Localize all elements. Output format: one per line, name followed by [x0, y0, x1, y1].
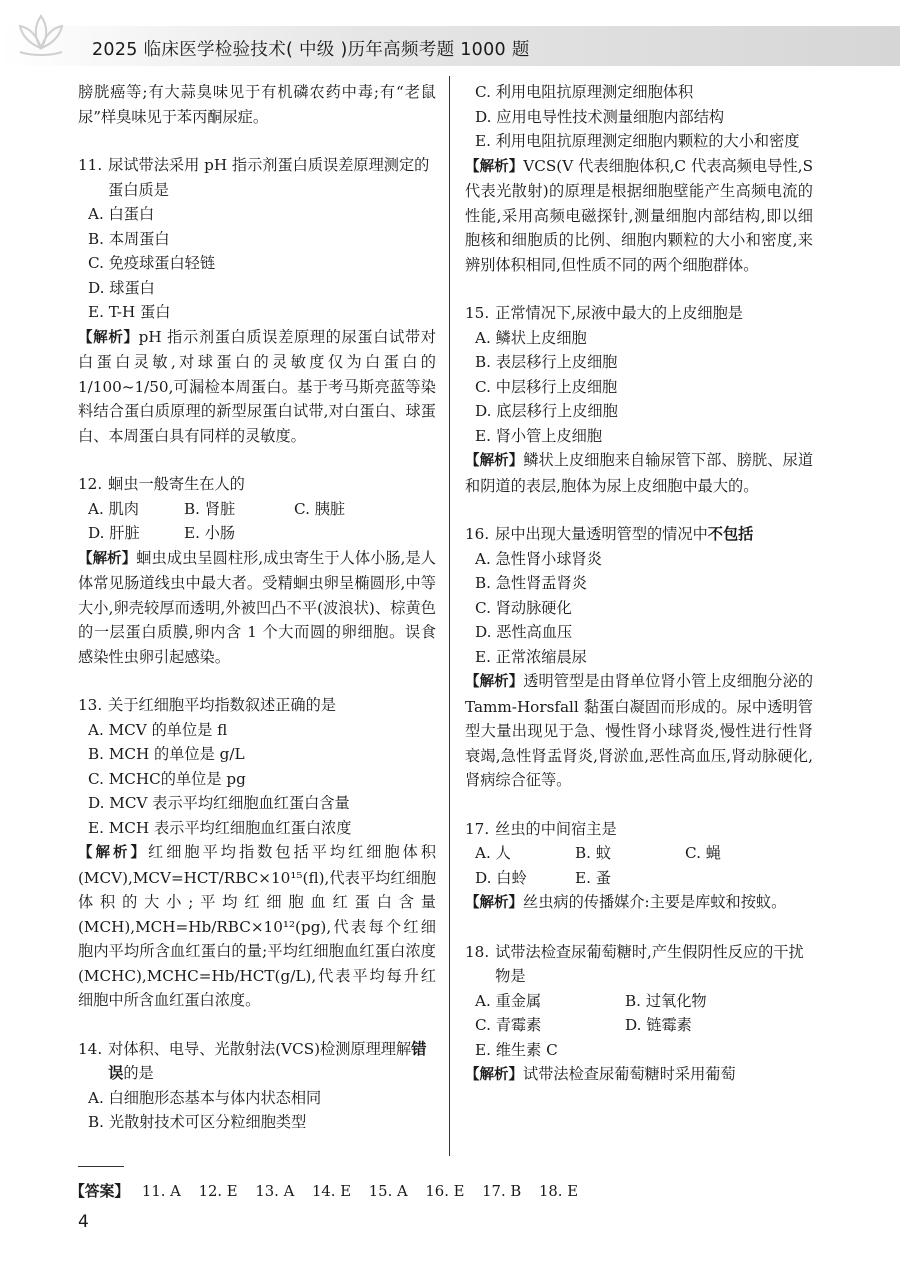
question-stem	[108, 1037, 436, 1086]
question-18	[465, 940, 813, 1088]
explanation-label: 【解析】	[465, 895, 523, 911]
explanation	[78, 840, 436, 1013]
question-stem: 关于红细胞平均指数叙述正确的是	[108, 696, 336, 714]
column-divider	[449, 76, 450, 1156]
option-a: A. MCV 的单位是 fl	[88, 720, 228, 739]
explanation-label: 【解析】	[465, 674, 524, 690]
question-14	[78, 1037, 436, 1135]
question-14-continued	[465, 80, 813, 277]
option-d: D. 链霉素	[625, 1016, 692, 1034]
explanation	[465, 890, 813, 916]
question-11	[78, 153, 436, 448]
explanation-label: 【解析】	[78, 845, 148, 861]
explanation-label: 【解析】	[465, 453, 524, 469]
stem-part: 尿中出现大量透明管型的情况中	[495, 525, 708, 543]
explanation-label: 【解析】	[78, 329, 139, 346]
explanation-text: VCS(V 代表细胞体积,C 代表高频电导性,S 代表光散射)的原理是根据细胞壁能产生高频电流的性能,采用高频电磁探针,测量细胞内部结构,即以细胞核和细胞质的比例、细胞内颗粒的大小和密度,来辨别体积相同,但性质不同的两个细胞群体。	[465, 156, 813, 274]
explanation	[78, 325, 436, 449]
option-d: D. 应用电导性技术测量细胞内部结构	[475, 107, 725, 126]
answer-item: 16. E	[425, 1183, 465, 1200]
option-c: C. 利用电阻抗原理测定细胞体积	[475, 83, 694, 101]
answer-item: 13. A	[255, 1183, 295, 1200]
option-d: D. 白蛉	[475, 868, 527, 887]
option-c: C. 肾动脉硬化	[475, 598, 572, 617]
question-number: 15.	[465, 304, 490, 322]
explanation-text: 鳞状上皮细胞来自输尿管下部、膀胱、尿道和阴道的表层,胞体为尿上皮细胞中最大的。	[465, 451, 814, 495]
option-a: A. 白细胞形态基本与体内状态相同	[88, 1088, 322, 1107]
continued-explanation: 膀胱癌等;有大蒜臭味见于有机磷农药中毒;有“老鼠尿”样臭味见于苯丙酮尿症。	[78, 83, 436, 126]
question-13	[78, 693, 436, 1013]
option-b: B. 表层移行上皮细胞	[475, 353, 618, 371]
explanation-label: 【解析】	[78, 550, 137, 567]
answer-item: 18. E	[538, 1183, 579, 1200]
option-d: D. MCV 表示平均红细胞血红蛋白含量	[88, 794, 350, 812]
question-number: 18.	[465, 942, 490, 961]
option-c: C. 青霉素	[475, 1016, 542, 1034]
lotus-logo-icon	[10, 8, 72, 62]
option-d: D. 肝脏	[88, 524, 140, 542]
option-e: E. 利用电阻抗原理测定细胞内颗粒的大小和密度	[475, 132, 800, 150]
question-stem: 正常情况下,尿液中最大的上皮细胞是	[495, 304, 743, 322]
question-stem: 丝虫的中间宿主是	[495, 819, 617, 838]
explanation-text: 红细胞平均指数包括平均红细胞体积(MCV),MCV=HCT/RBC×10¹⁵(fl),代表平均红细胞体积的大小;平均红细胞血红蛋白含量(MCH),MCH=Hb/RBC×10¹²(pg),代表每个红细胞内平均所含血红蛋白的量;平均红细胞血红蛋白浓度(MCHC),MCHC=Hb/HCT(g/L),代表平均每升红细胞中所含血红蛋白浓度。	[78, 843, 436, 1009]
explanation-text: 蛔虫成虫呈圆柱形,成虫寄生于人体小肠,是人体常见肠道线虫中最大者。受精蛔虫卵呈椭圆形,中等大小,卵壳较厚而透明,外被凹凸不平(波浪状)、棕黄色的一层蛋白质膜,卵内含 1 个大而圆的卵细胞。误食感染性虫卵引起感染。	[78, 548, 436, 666]
right-column	[465, 80, 813, 1088]
option-b: B. 过氧化物	[625, 991, 707, 1010]
explanation	[465, 1062, 813, 1088]
option-c: C. 免疫球蛋白轻链	[88, 254, 216, 272]
option-e: E. 维生素 C	[475, 1040, 558, 1059]
left-column	[78, 80, 436, 1135]
stem-part: 的是	[123, 1064, 154, 1082]
option-d: D. 球蛋白	[88, 278, 155, 297]
explanation-text: pH 指示剂蛋白质误差原理的尿蛋白试带对白蛋白灵敏,对球蛋白的灵敏度仅为白蛋白的 1/100~1/50,可漏检本周蛋白。基于考马斯亮蓝等染料结合蛋白质原理的新型尿蛋白试带,对白蛋白、球蛋白、本周蛋白具有同样的灵敏度。	[78, 327, 436, 445]
option-b: B. 肾脏	[184, 499, 236, 518]
option-a: A. 肌肉	[88, 499, 139, 518]
option-c: C. 中层移行上皮细胞	[475, 377, 618, 396]
question-number: 14.	[78, 1039, 103, 1058]
explanation	[78, 546, 436, 670]
option-b: B. 急性肾盂肾炎	[475, 574, 587, 592]
explanation-text: 试带法检查尿葡萄糖时采用葡萄	[523, 1065, 736, 1083]
explanation	[465, 154, 813, 278]
explanation	[465, 448, 813, 498]
explanation	[465, 669, 813, 793]
option-c: C. 蝇	[685, 844, 721, 862]
answer-item: 17. B	[482, 1183, 522, 1200]
question-number: 16.	[465, 525, 490, 543]
stem-emphasis: 错误	[108, 1039, 427, 1082]
option-c: C. 胰脏	[294, 499, 346, 518]
page-number: 4	[78, 1212, 89, 1232]
header-title: 2025 临床医学检验技术( 中级 )历年高频考题 1000 题	[92, 40, 530, 60]
answer-rule	[78, 1166, 124, 1167]
option-b: B. 光散射技术可区分粒细胞类型	[88, 1113, 307, 1131]
answer-key-label: 【答案】	[70, 1183, 130, 1200]
question-stem: 尿试带法采用 pH 指示剂蛋白质误差原理测定的蛋白质是	[108, 156, 430, 199]
question-15	[465, 301, 813, 498]
option-e: E. MCH 表示平均红细胞血红蛋白浓度	[88, 818, 352, 837]
page-header	[0, 0, 900, 66]
option-c: C. MCHC的单位是 pg	[88, 769, 246, 788]
option-e: E. 肾小管上皮细胞	[475, 426, 603, 445]
option-a: A. 鳞状上皮细胞	[475, 328, 587, 347]
question-17	[465, 817, 813, 916]
option-d: D. 底层移行上皮细胞	[475, 402, 618, 420]
explanation-text: 透明管型是由肾单位肾小管上皮细胞分泌的 Tamm-Horsfall 黏蛋白凝固而形成的。尿中透明管型大量出现见于急、慢性肾小球肾炎,慢性进行性肾衰竭,急性肾盂肾炎,肾淤血,恶性高血压,肾动脉硬化,肾病综合征等。	[465, 672, 814, 789]
option-a: A. 人	[475, 844, 511, 862]
answer-item: 11. A	[141, 1183, 181, 1200]
explanation-text: 丝虫病的传播媒介:主要是库蚊和按蚊。	[523, 893, 787, 911]
stem-emphasis: 不包括	[707, 525, 754, 543]
option-b: B. 蚊	[575, 844, 612, 862]
option-e: E. 正常浓缩晨尿	[475, 647, 587, 666]
option-e: E. 蚤	[575, 868, 611, 887]
question-stem	[495, 522, 813, 547]
question-number: 13.	[78, 696, 103, 714]
option-a: A. 急性肾小球肾炎	[475, 549, 602, 568]
option-e: E. T-H 蛋白	[88, 303, 171, 321]
question-number: 12.	[78, 475, 103, 493]
stem-part: 对体积、电导、光散射法(VCS)检测原理理解	[108, 1039, 412, 1058]
explanation-label: 【解析】	[465, 1067, 523, 1083]
option-b: B. MCH 的单位是 g/L	[88, 745, 245, 763]
answer-item: 15. A	[368, 1183, 408, 1200]
question-12	[78, 472, 436, 669]
question-16	[465, 522, 813, 793]
answer-item: 12. E	[198, 1183, 238, 1200]
question-stem: 蛔虫一般寄生在人的	[108, 475, 245, 493]
answer-item: 14. E	[311, 1183, 352, 1200]
question-number: 17.	[465, 819, 490, 838]
question-number: 11.	[78, 156, 103, 174]
option-a: A. 重金属	[475, 991, 542, 1010]
option-a: A. 白蛋白	[88, 205, 155, 223]
answer-key	[70, 1180, 591, 1201]
option-b: B. 本周蛋白	[88, 229, 170, 248]
question-stem: 试带法检查尿葡萄糖时,产生假阴性反应的干扰物是	[495, 942, 804, 985]
explanation-label: 【解析】	[465, 158, 524, 175]
option-e: E. 小肠	[184, 524, 236, 542]
option-d: D. 恶性高血压	[475, 623, 573, 641]
